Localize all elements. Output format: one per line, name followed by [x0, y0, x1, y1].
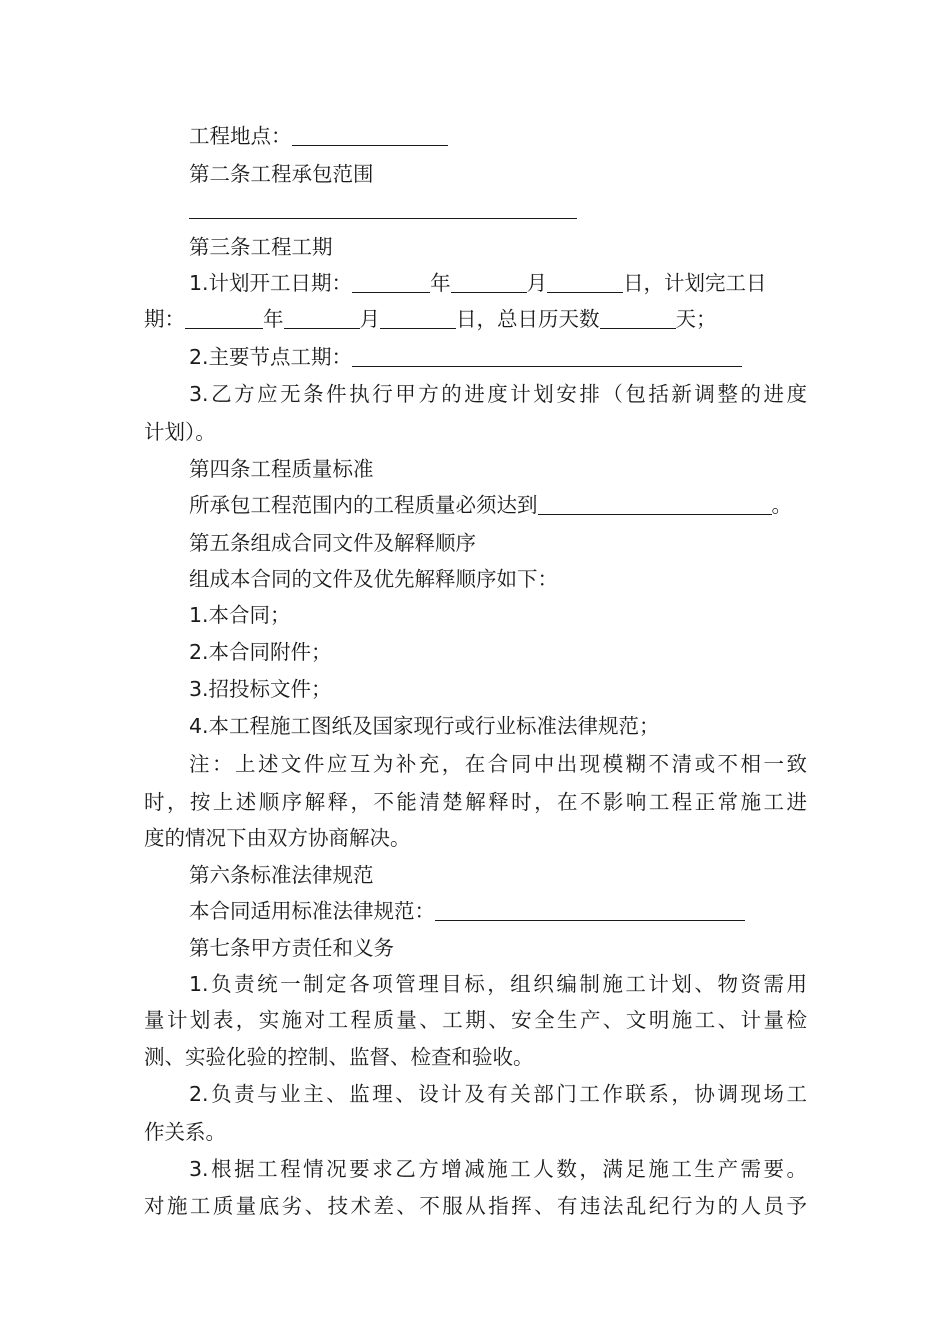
article-5-intro: 组成本合同的文件及优先解释顺序如下：	[189, 567, 558, 591]
milestone-label: 2.主要节点工期：	[189, 345, 353, 369]
article-7-heading: 第七条甲方责任和义务	[189, 936, 394, 960]
location-line	[189, 122, 448, 150]
duty-2-line-1: 2.负责与业主、监理、设计及有关部门工作联系，协调现场工	[189, 1082, 807, 1106]
article-2-heading: 第二条工程承包范围	[189, 162, 374, 186]
schedule-item-3-line-2: 计划）。	[144, 420, 216, 444]
month-label-2: 月	[359, 307, 380, 331]
quality-blank	[538, 492, 772, 515]
quality-label: 所承包工程范围内的工程质量必须达到	[189, 493, 538, 517]
scope-line	[189, 195, 577, 223]
location-blank	[292, 123, 448, 146]
schedule-line-1	[189, 269, 767, 297]
article-4-heading: 第四条工程质量标准	[189, 457, 374, 481]
duty-1-line-1: 1.负责统一制定各项管理目标，组织编制施工计划、物资需用	[189, 972, 807, 996]
duty-1-line-2: 量计划表，实施对工程质量、工期、安全生产、文明施工、计量检	[144, 1008, 807, 1032]
article-5-heading: 第五条组成合同文件及解释顺序	[189, 531, 476, 555]
schedule-start-label: 1.计划开工日期：	[189, 271, 353, 295]
start-year-blank	[352, 270, 430, 293]
end-date-label: 期：	[144, 307, 185, 331]
note-line-2: 时，按上述顺序解释，不能清楚解释时，在不影响工程正常施工进	[144, 790, 807, 814]
schedule-item-3-line-1: 3.乙方应无条件执行甲方的进度计划安排（包括新调整的进度	[189, 382, 807, 406]
list-item: 1.本合同；	[189, 603, 291, 627]
standards-label: 本合同适用标准法律规范：	[189, 899, 435, 923]
end-day-blank	[380, 306, 456, 329]
scope-blank	[189, 196, 577, 219]
duty-2-line-2: 作关系。	[144, 1120, 226, 1144]
list-item: 3.招投标文件；	[189, 677, 332, 701]
quality-period: 。	[771, 493, 792, 517]
standards-blank	[435, 898, 745, 921]
article-3-heading: 第三条工程工期	[189, 235, 333, 259]
duty-3-line-1: 3.根据工程情况要求乙方增减施工人数，满足施工生产需要。	[189, 1157, 807, 1181]
list-item: 4.本工程施工图纸及国家现行或行业标准法律规范；	[189, 714, 660, 738]
schedule-line-2	[144, 305, 717, 333]
note-line-3: 度的情况下由双方协商解决。	[144, 826, 411, 850]
note-line-1: 注：上述文件应互为补充，在合同中出现模糊不清或不相一致	[189, 752, 807, 776]
duty-1-line-3: 测、实验化验的控制、监督、检查和验收。	[144, 1045, 534, 1069]
standards-line	[189, 897, 745, 925]
year-label: 年	[430, 271, 451, 295]
start-day-blank	[547, 270, 623, 293]
total-days-label: 日，总日历天数	[456, 307, 600, 331]
milestone-line	[189, 343, 742, 371]
duty-3-line-2: 对施工质量底劣、技术差、不服从指挥、有违法乱纪行为的人员予	[144, 1194, 807, 1218]
quality-line	[189, 491, 792, 519]
days-unit: 天；	[675, 307, 717, 331]
year-label-2: 年	[263, 307, 284, 331]
month-label: 月	[526, 271, 548, 295]
end-month-blank	[284, 306, 360, 329]
end-year-blank	[185, 306, 263, 329]
location-label: 工程地点：	[189, 124, 292, 148]
article-6-heading: 第六条标准法律规范	[189, 863, 374, 887]
total-days-blank	[600, 306, 676, 329]
start-month-blank	[451, 270, 527, 293]
milestone-blank	[352, 344, 742, 367]
day-label: 日，计划完工日	[623, 271, 767, 295]
list-item: 2.本合同附件；	[189, 640, 332, 664]
